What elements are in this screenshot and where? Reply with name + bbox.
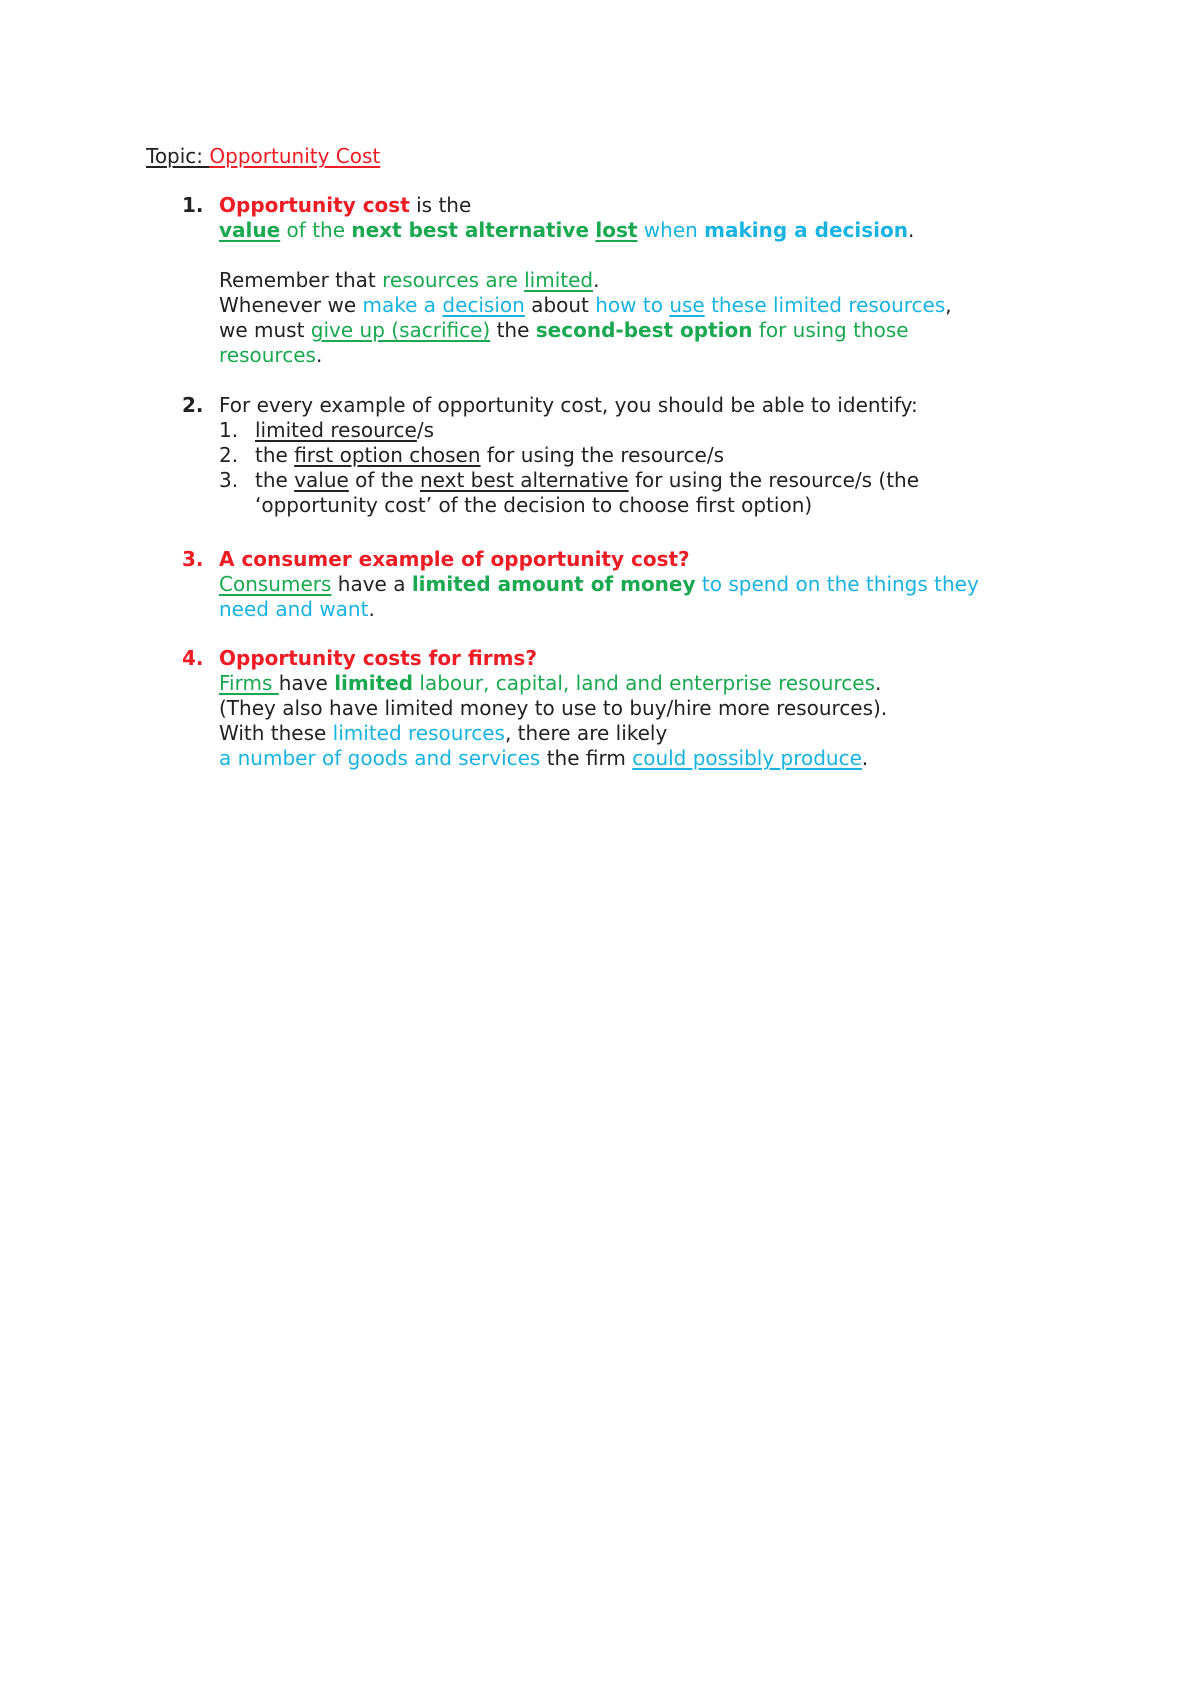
text-the: the [255,443,295,467]
value-term: value [294,468,349,492]
give-up-term: give up (sacrifice) [310,318,491,342]
item3-line2 [219,572,1079,597]
item4-line4 [219,721,1079,746]
period: . [593,268,600,292]
text-we-must: we must [219,318,311,342]
text-the: the [490,318,536,342]
period: . [368,597,375,621]
topic-label: Topic: [146,144,210,168]
sublist-item-1 [219,418,1079,443]
text-for-using: for using those [752,318,909,342]
item4-line3: (They also have limited money to use to buy/hire more resources). [219,696,888,720]
next-best-alternative-term: next best alternative [351,218,590,242]
item3-line3 [219,597,1079,622]
item1-line2 [219,218,1079,243]
sub-number-2: 2. [219,443,239,467]
text-when: when [637,218,705,242]
limited-resources-term: limited resources [332,721,505,745]
list-number-2: 2. [182,393,204,417]
item4-heading: Opportunity costs for firms? [219,646,537,670]
text-about: about [524,293,596,317]
list-item-3-body [219,547,1079,622]
limited-resource-term: limited resource [255,418,417,442]
text-for-using-resources: for using the resource/s (the [628,468,920,492]
text-need-want: need and want [219,597,369,621]
text-with-these: With these [219,721,333,745]
list-number-1: 1. [182,193,204,217]
text-resources-are: resources are [382,268,525,292]
item4-line5 [219,746,1079,771]
period: . [907,218,915,242]
limited-amount-of-money-term: limited amount of money [411,572,696,596]
topic-title: Opportunity Cost [209,144,381,168]
text-for-using: for using the resource/s [480,443,724,467]
item3-heading: A consumer example of opportunity cost? [219,547,690,571]
text-make-a: make a [362,293,443,317]
text-slash-s: /s [416,418,435,442]
item1-line3 [219,268,1079,293]
period: . [315,343,323,367]
lost-term: lost [595,218,638,242]
making-a-decision-term: making a decision [704,218,908,242]
text-remember: Remember that [219,268,383,292]
value-term: value [219,218,281,242]
limited-term: limited [524,268,594,292]
comma: , [945,293,952,317]
list-item-2-body [219,393,1079,518]
use-term: use [669,293,705,317]
consumers-term: Consumers [219,572,332,596]
limited-term: limited [334,671,414,695]
item1-line6 [219,343,1079,368]
text-of-the: of the [280,218,352,242]
topic-line [146,144,380,168]
sublist-item-3 [219,468,1079,518]
opportunity-cost-term: Opportunity cost [219,193,410,217]
text-there-are-likely: , there are likely [504,721,668,745]
decision-term: decision [442,293,525,317]
text-how-to: how to [595,293,670,317]
text-the-firm: the firm [540,746,633,770]
sub-number-3: 3. [219,468,239,492]
sublist-item-2 [219,443,1079,468]
text-the: the [255,468,295,492]
text-these-limited: these limited resources [704,293,946,317]
firms-term: Firms [219,671,279,695]
period: . [875,671,882,695]
text-is-the: is the [409,193,472,217]
sub-number-1: 1. [219,418,239,442]
text-resources: resources [219,343,316,367]
could-possibly-produce-term: could possibly produce [632,746,862,770]
item1-line1 [219,193,1079,218]
text-have: have [278,671,335,695]
sublist [219,418,1079,518]
text-resources-list: labour, capital, land and enterprise resources [413,671,875,695]
list-item-4-body [219,646,1079,771]
second-best-option-term: second-best option [535,318,753,342]
text-of-the: of the [348,468,420,492]
list-item-1-body [219,193,1079,368]
period: . [861,746,869,770]
text-to-spend: to spend on the things they [695,572,979,596]
first-option-chosen-term: first option chosen [294,443,481,467]
text-number-of-goods: a number of goods and services [219,746,541,770]
item2-intro: For every example of opportunity cost, you should be able to identify: [219,393,918,417]
item1-line4 [219,293,1079,318]
item1-line5 [219,318,1079,343]
item4-line2 [219,671,1079,696]
opportunity-cost-note: ‘opportunity cost’ of the decision to choose first option) [255,493,813,517]
next-best-alternative-term: next best alternative [420,468,629,492]
text-have-a: have a [331,572,412,596]
text-whenever: Whenever we [219,293,363,317]
list-number-3: 3. [182,547,204,571]
list-number-4: 4. [182,646,204,670]
